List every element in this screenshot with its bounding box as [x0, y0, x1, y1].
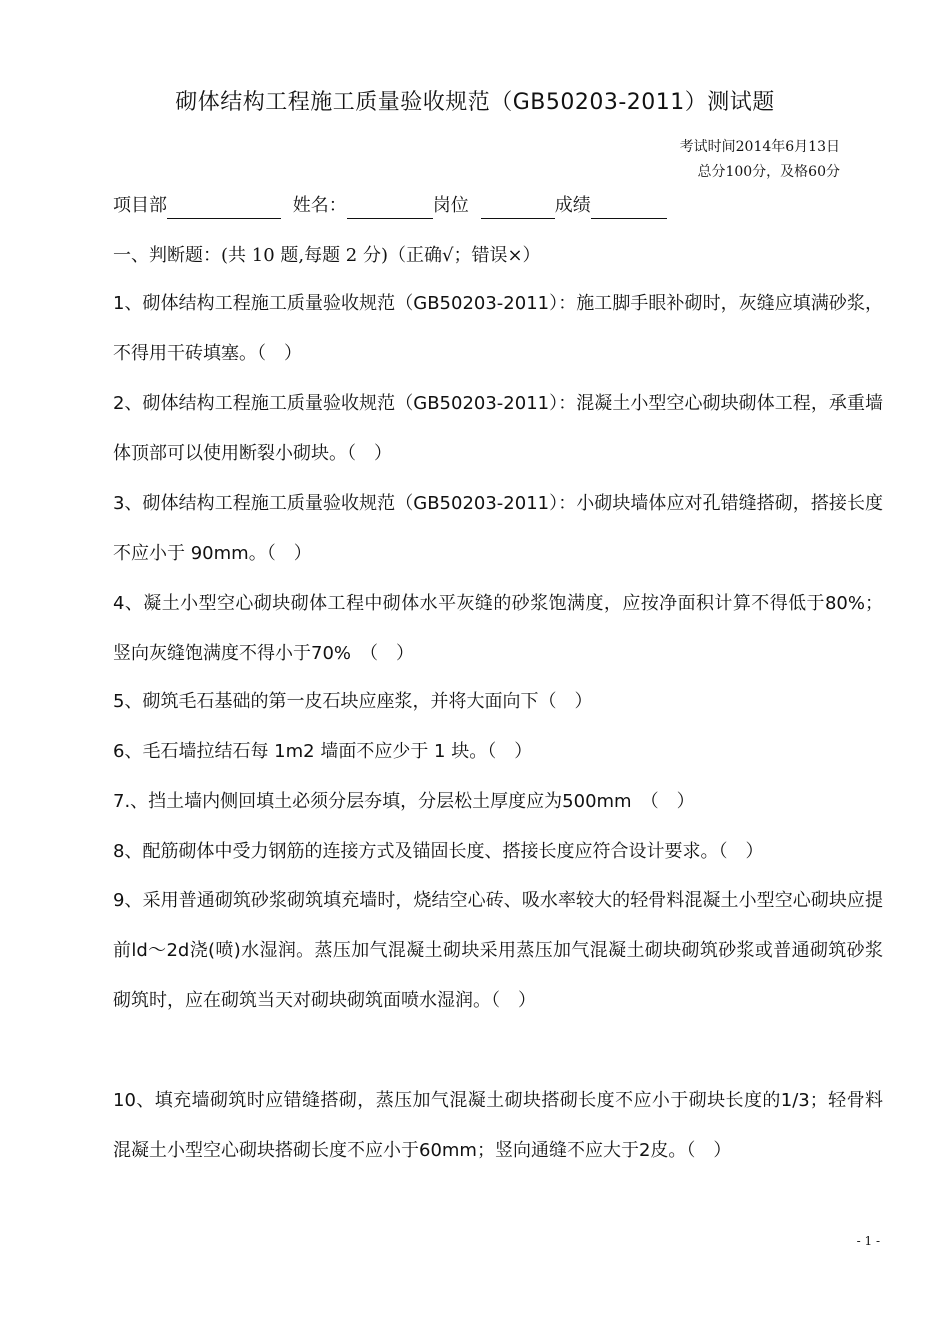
question-item: 9、采用普通砌筑砂浆砌筑填充墙时，烧结空心砖、吸水率较大的轻骨料混凝土小型空心砌块应提前ld～2d浇(喷)水湿润。蒸压加气混凝土砌块采用蒸压加气混凝土砌块砌筑砂浆或普通砌筑砂浆砌筑时，应在砌筑当天对砌块砌筑面喷水湿润。（ ）	[113, 890, 883, 1011]
dept-blank[interactable]	[167, 196, 281, 219]
position-label: 岗位	[432, 195, 469, 216]
question-item: 6、毛石墙拉结石每 1m2 墙面不应少于 1 块。（ ）	[113, 741, 533, 762]
page-number: - 1 -	[856, 1234, 880, 1248]
question-item: 7.、挡土墙内侧回填土必须分层夯填，分层松土厚度应为500mm （ ）	[113, 791, 695, 812]
question-item: 8、配筋砌体中受力钢筋的连接方式及锚固长度、搭接长度应符合设计要求。（ ）	[113, 841, 764, 862]
document-title: 砌体结构工程施工质量验收规范（GB50203-2011）测试题	[175, 90, 775, 115]
section-heading: 一、判断题：(共 10 题,每题 2 分)（正确√；错误×）	[113, 245, 541, 266]
question-item: 1、砌体结构工程施工质量验收规范（GB50203-2011）：施工脚手眼补砌时，灰缝应填满砂浆，不得用干砖填塞。（ ）	[113, 293, 883, 364]
score-label: 成绩	[554, 195, 591, 216]
name-label: 姓名：	[292, 195, 347, 216]
exam-info-fields	[113, 193, 853, 219]
question-item: 5、砌筑毛石基础的第一皮石块应座浆，并将大面向下（ ）	[113, 691, 593, 712]
name-blank[interactable]	[347, 196, 433, 219]
question-item: 4、凝土小型空心砌块砌体工程中砌体水平灰缝的砂浆饱满度，应按净面积计算不得低于80%；竖向灰缝饱满度不得小于70% （ ）	[113, 593, 883, 664]
score-info: 总分100分，及格60分	[697, 164, 840, 180]
exam-time: 考试时间2014年6月13日	[679, 139, 840, 155]
position-blank[interactable]	[481, 196, 555, 219]
dept-label: 项目部	[113, 195, 167, 216]
score-blank[interactable]	[591, 196, 667, 219]
question-item: 2、砌体结构工程施工质量验收规范（GB50203-2011）：混凝土小型空心砌块砌体工程，承重墙体顶部可以使用断裂小砌块。（ ）	[113, 393, 883, 464]
question-item: 3、砌体结构工程施工质量验收规范（GB50203-2011）：小砌块墙体应对孔错缝搭砌，搭接长度不应小于 90mm。（ ）	[113, 493, 883, 564]
question-item: 10、填充墙砌筑时应错缝搭砌，蒸压加气混凝土砌块搭砌长度不应小于砌块长度的1/3；轻骨料混凝土小型空心砌块搭砌长度不应小于60mm；竖向通缝不应大于2皮。（ ）	[113, 1090, 883, 1161]
